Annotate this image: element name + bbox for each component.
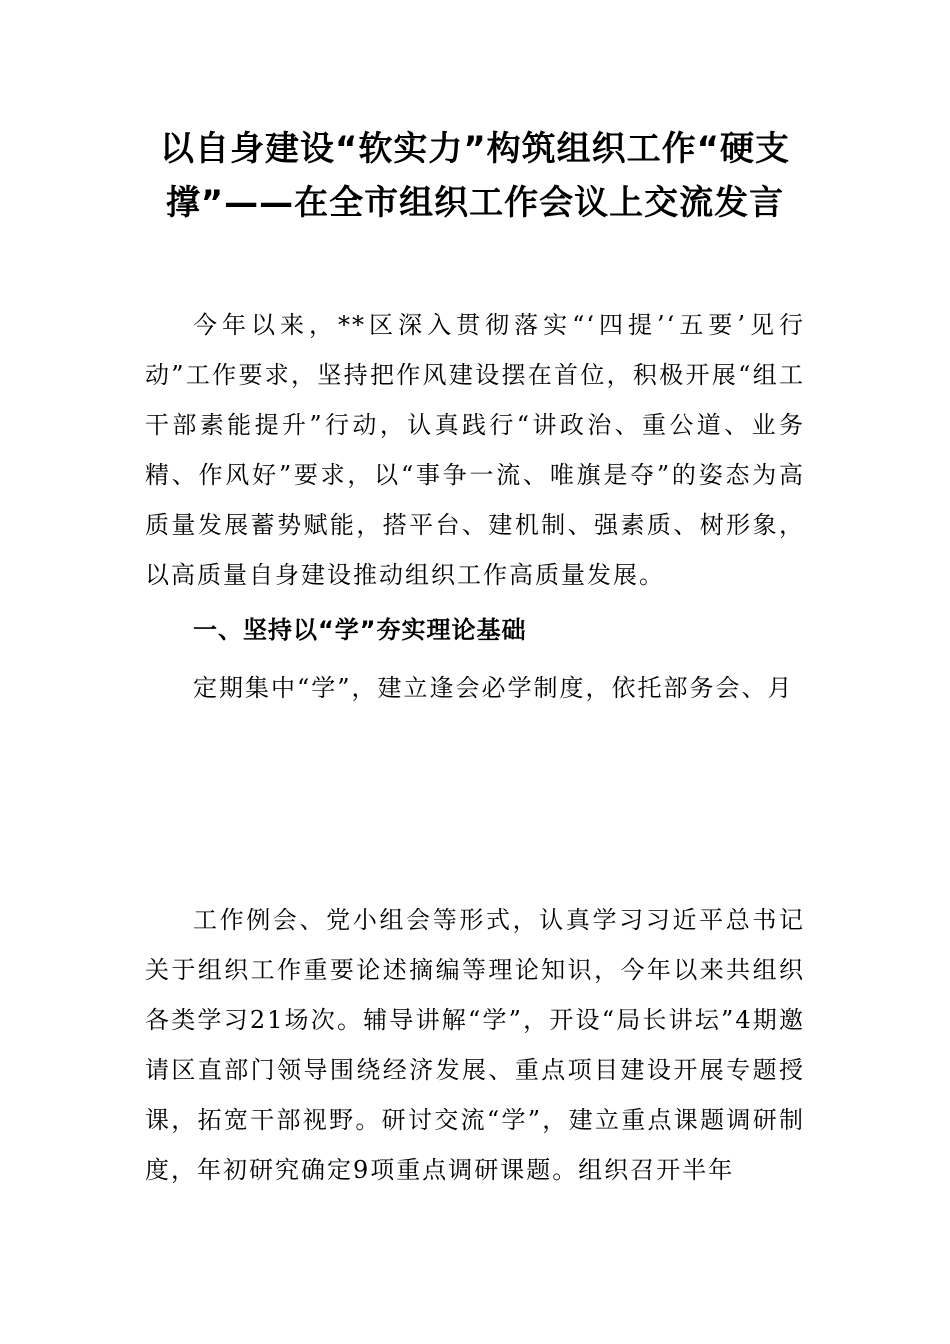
section1-paragraph-continued: 工作例会、党小组会等形式，认真学习习近平总书记关于组织工作重要论述摘编等理论知识，今年以来共组织各类学习21场次。辅导讲解“学”，开设“局长讲坛”4期邀请区直部门领导围绕经济发展、重点项目建设开展专题授课，拓宽干部视野。研讨交流“学”，建立重点课题调研制度，年初研究确定9项重点调研课题。组织召开半年: [145, 906, 805, 1184]
section1-paragraph-start: 定期集中“学”，建立逢会必学制度，依托部务会、月: [193, 674, 794, 702]
section-heading-1: 一、坚持以“学”夯实理论基础: [193, 616, 527, 644]
intro-paragraph: 今年以来，**区深入贯彻落实“‘四提’‘五要’见行动”工作要求，坚持把作风建设摆在首位，积极开展“组工干部素能提升”行动，认真践行“讲政治、重公道、业务精、作风好”要求，以“事争一流、唯旗是夺”的姿态为高质量发展蓄势赋能，搭平台、建机制、强素质、树形象，以高质量自身建设推动组织工作高质量发展。: [145, 311, 805, 589]
document-title: 以自身建设“软实力”构筑组织工作“硬支撑”——在全市组织工作会议上交流发言: [159, 129, 791, 223]
